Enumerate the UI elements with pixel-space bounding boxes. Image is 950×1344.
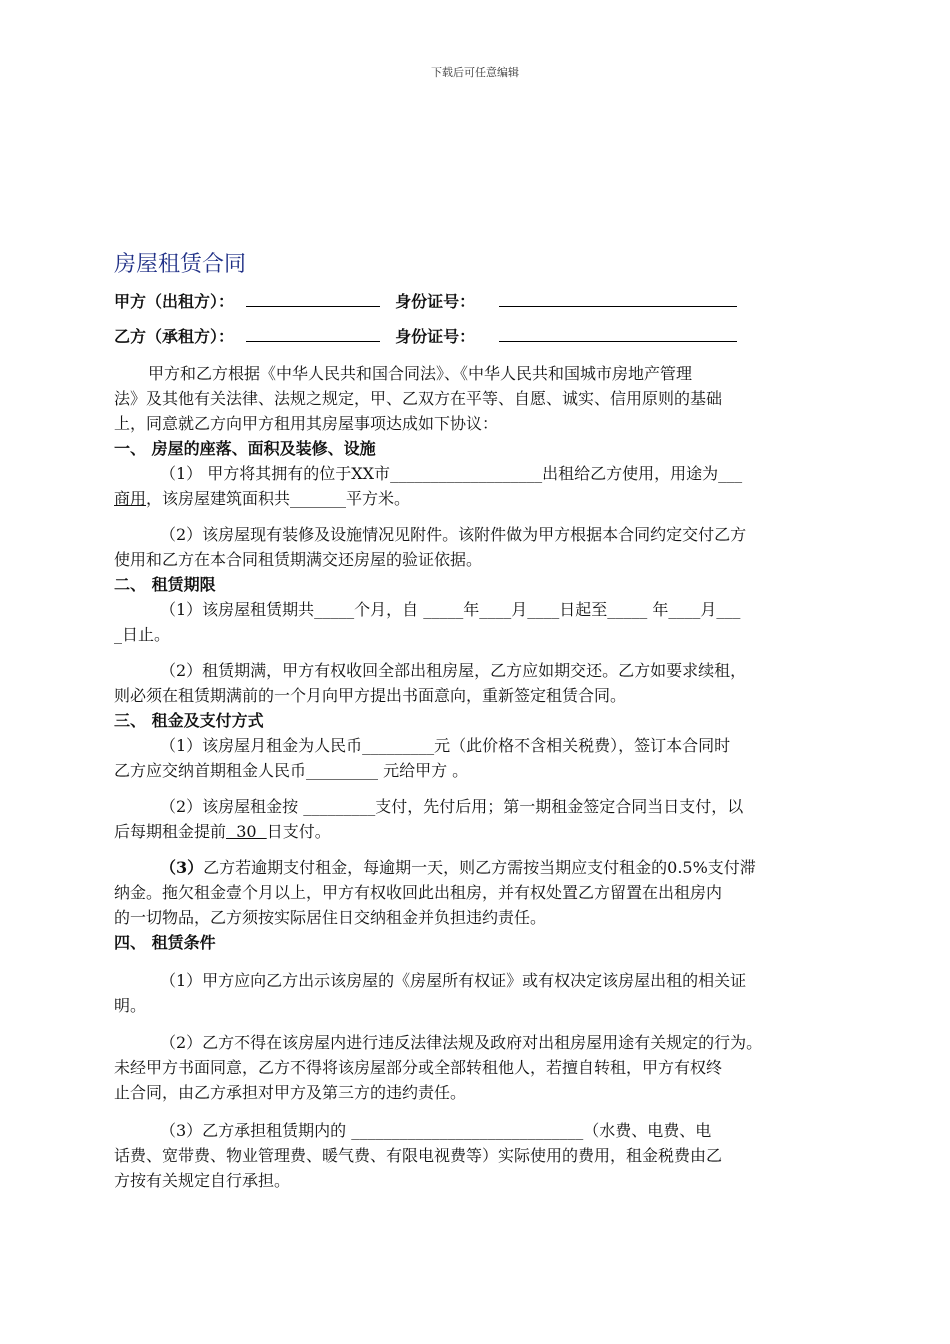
s1-p2-line-2: 使用和乙方在本合同租赁期满交还房屋的验证依据。 <box>114 550 483 569</box>
page-header-note: 下载后可任意编辑 <box>431 66 519 79</box>
party-b-id-blank <box>499 327 737 342</box>
s3-p3-line-2: 纳金。拖欠租金壹个月以上，甲方有权收回此出租房，并有权处置乙方留置在出租房内 <box>114 883 723 902</box>
s3-p3-number: （3） <box>160 858 204 877</box>
s3-p3-line-3: 的一切物品，乙方须按实际居住日交纳租金并负担违约责任。 <box>114 908 547 927</box>
s1-p1-text-a: （1） 甲方将其拥有的位于XX市 <box>160 464 391 483</box>
s1-p2-line-1: （2）该房屋现有装修及设施情况见附件。该附件做为甲方根据本合同约定交付乙方 <box>160 525 747 544</box>
party-a-id-label: 身份证号： <box>395 292 476 311</box>
party-b-label: 乙方（承租方）： <box>114 327 235 346</box>
s2-p1-line-2: _日止。 <box>114 625 171 644</box>
s4-p2-line-1: （2）乙方不得在该房屋内进行违反法律法规及政府对出租房屋用途有关规定的行为。 <box>160 1033 763 1052</box>
party-a-id-blank <box>499 292 737 307</box>
s4-p3-line-1: （3）乙方承担租赁期内的 _____________________________（水费、电费、电 <box>160 1121 712 1140</box>
s3-p2-line-1: （2）该房屋租金按 _________支付，先付后用；第一期租金签定合同当日支付，以 <box>160 797 744 816</box>
section-1-heading: 一、 房屋的座落、面积及装修、设施 <box>114 439 376 458</box>
s3-p2-text-a: 后每期租金提前 <box>114 822 227 841</box>
party-b-id-label: 身份证号： <box>395 327 476 346</box>
s4-p3-line-2: 话费、宽带费、物业管理费、暖气费、有限电视费等）实际使用的费用，租金税费由乙 <box>114 1146 723 1165</box>
s3-p3-line-1 <box>160 855 756 878</box>
party-a-row <box>114 289 737 312</box>
s4-p2-line-2: 未经甲方书面同意，乙方不得将该房屋部分或全部转租他人，若擅自转租，甲方有权终 <box>114 1058 723 1077</box>
s3-p1-line-1: （1）该房屋月租金为人民币_________元（此价格不含相关税费），签订本合同时 <box>160 736 731 755</box>
intro-line-1: 甲方和乙方根据《中华人民共和国合同法》、《中华人民共和国城市房地产管理 <box>148 364 693 383</box>
s4-p2-line-3: 止合同，由乙方承担对甲方及第三方的违约责任。 <box>114 1083 467 1102</box>
s3-p3-text: 乙方若逾期支付租金，每逾期一天，则乙方需按当期应支付租金的0.5%支付滞 <box>203 858 756 877</box>
intro-line-2: 法》及其他有关法律、法规之规定，甲、乙双方在平等、自愿、诚实、信用原则的基础 <box>114 389 723 408</box>
party-a-label: 甲方（出租方）： <box>114 292 235 311</box>
s4-p1-line-2: 明。 <box>114 996 147 1015</box>
s4-p1-line-1: （1）甲方应向乙方出示该房屋的《房屋所有权证》或有权决定该房屋出租的相关证 <box>160 971 747 990</box>
s3-p1-line-2: 乙方应交纳首期租金人民币_________ 元给甲方 。 <box>114 761 469 780</box>
s2-p2-line-1: （2）租赁期满，甲方有权收回全部出租房屋，乙方应如期交还。乙方如要求续租， <box>160 661 747 680</box>
s1-p1-line-2 <box>114 486 410 509</box>
party-a-name-blank <box>246 292 380 307</box>
s1-p1-location-blank: ___________________ <box>390 464 543 483</box>
s1-p1-line-1 <box>160 461 742 484</box>
s2-p1-line-1: （1）该房屋租赁期共_____个月，自 _____年____月____日起至_____ 年____月___ <box>160 600 741 619</box>
s2-p2-line-2: 则必须在租赁期满前的一个月向甲方提出书面意向，重新签定租赁合同。 <box>114 686 627 705</box>
s4-p3-line-3: 方按有关规定自行承担。 <box>114 1171 291 1190</box>
section-2-heading: 二、 租赁期限 <box>114 575 216 594</box>
s1-p1-area-text: ，该房屋建筑面积共_______平方米。 <box>146 489 411 508</box>
s3-p2-text-b: 日支付。 <box>266 822 331 841</box>
section-4-heading: 四、 租赁条件 <box>114 933 216 952</box>
s3-p2-line-2 <box>114 819 331 842</box>
intro-line-3: 上，同意就乙方向甲方租用其房屋事项达成如下协议： <box>114 414 499 433</box>
party-b-row <box>114 324 737 347</box>
party-b-name-blank <box>246 327 380 342</box>
section-3-heading: 三、 租金及支付方式 <box>114 711 264 730</box>
s3-days-value: 30 <box>226 822 267 841</box>
document-title: 房屋租赁合同 <box>114 252 247 277</box>
s1-p1-text-b: 出租给乙方使用，用途为___ <box>542 464 743 483</box>
s1-use-value: 商用 <box>114 489 147 508</box>
